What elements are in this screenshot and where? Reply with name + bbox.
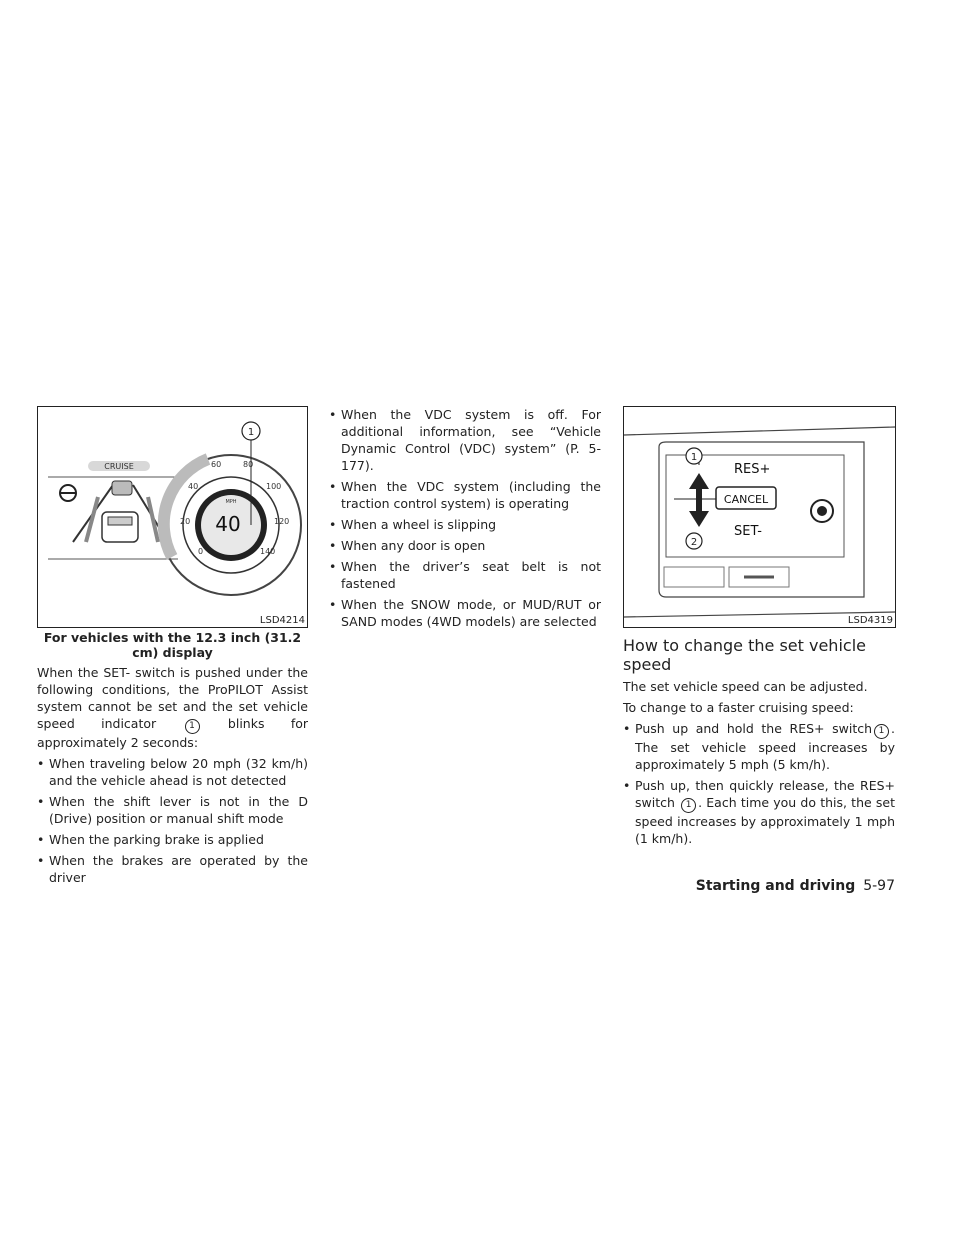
list-item: • When any door is open bbox=[329, 537, 601, 554]
cancel-button-label: CANCEL bbox=[723, 493, 769, 506]
svg-text:140: 140 bbox=[260, 547, 276, 556]
figure-code: LSD4214 bbox=[259, 615, 305, 626]
section-heading: How to change the set vehicle speed bbox=[623, 636, 866, 674]
svg-text:60: 60 bbox=[211, 460, 222, 469]
switch-illustration bbox=[624, 407, 895, 627]
page-footer bbox=[696, 878, 895, 894]
figure-code: LSD4319 bbox=[847, 615, 893, 626]
svg-text:1: 1 bbox=[247, 427, 255, 438]
paragraph: The set vehicle speed can be adjusted. bbox=[623, 679, 868, 694]
list-item: • When the shift lever is not in the D (Drive) position or manual shift mode bbox=[37, 793, 308, 827]
page-number: 5-97 bbox=[863, 878, 895, 894]
column-1 bbox=[37, 664, 308, 890]
section-name: Starting and driving bbox=[695, 878, 856, 894]
paragraph: To change to a faster cruising speed: bbox=[623, 700, 854, 715]
cruise-label: CRUISE bbox=[104, 462, 134, 471]
condition-list-2 bbox=[329, 406, 601, 630]
up-down-arrow-icon bbox=[689, 473, 709, 527]
svg-text:20: 20 bbox=[180, 517, 191, 526]
column-3 bbox=[623, 678, 895, 851]
indicator-number: 1 bbox=[185, 719, 200, 734]
lead-car-icon bbox=[112, 481, 132, 495]
svg-text:120: 120 bbox=[274, 517, 290, 526]
svg-text:100: 100 bbox=[266, 482, 282, 491]
svg-text:0: 0 bbox=[198, 547, 204, 556]
svg-text:40: 40 bbox=[188, 482, 199, 491]
set-speed-value: 40 bbox=[215, 512, 241, 536]
res-button-label: RES+ bbox=[734, 462, 771, 477]
figure-caption: For vehicles with the 12.3 inch (31.2 cm) display bbox=[43, 630, 302, 660]
svg-text:2: 2 bbox=[690, 537, 698, 548]
intro-paragraph: When the SET- switch is pushed under the following conditions, the ProPILOT Assist system cannot be set and the set vehicle speed indicator 1 blinks for approximately 2 seconds: bbox=[37, 665, 309, 750]
condition-list-1 bbox=[37, 755, 308, 886]
list-item: • When traveling below 20 mph (32 km/h) and the vehicle ahead is not detected bbox=[37, 755, 308, 789]
list-item: • When the VDC system (including the traction control system) is operating bbox=[329, 478, 601, 512]
set-button-label: SET- bbox=[734, 524, 762, 539]
figure-display bbox=[37, 406, 308, 628]
list-item: • When the VDC system is off. For additional information, see “Vehicle Dynamic Control (VDC) system” (P. 5-177). bbox=[329, 406, 601, 474]
list-item: • When the driver’s seat belt is not fastened bbox=[329, 558, 601, 592]
svg-text:1: 1 bbox=[690, 452, 698, 463]
list-item: • Push up, then quickly release, the RES+ switch 1 . Each time you do this, the set speed increases by approximately 1 mph (1 km/h). bbox=[623, 777, 895, 847]
speed-change-list bbox=[623, 720, 895, 847]
figure-switch bbox=[623, 406, 896, 628]
display-illustration bbox=[38, 407, 307, 627]
list-item: • When a wheel is slipping bbox=[329, 516, 601, 533]
list-item: • When the parking brake is applied bbox=[37, 831, 308, 848]
list-item: • Push up and hold the RES+ switch 1 . The set vehicle speed increases by approximately 5 mph (5 km/h). bbox=[623, 720, 895, 773]
speed-unit: MPH bbox=[225, 499, 237, 505]
column-2 bbox=[329, 406, 601, 634]
list-item: • When the SNOW mode, or MUD/RUT or SAND modes (4WD models) are selected bbox=[329, 596, 601, 630]
svg-text:80: 80 bbox=[243, 460, 254, 469]
list-item: • When the brakes are operated by the driver bbox=[37, 852, 308, 886]
